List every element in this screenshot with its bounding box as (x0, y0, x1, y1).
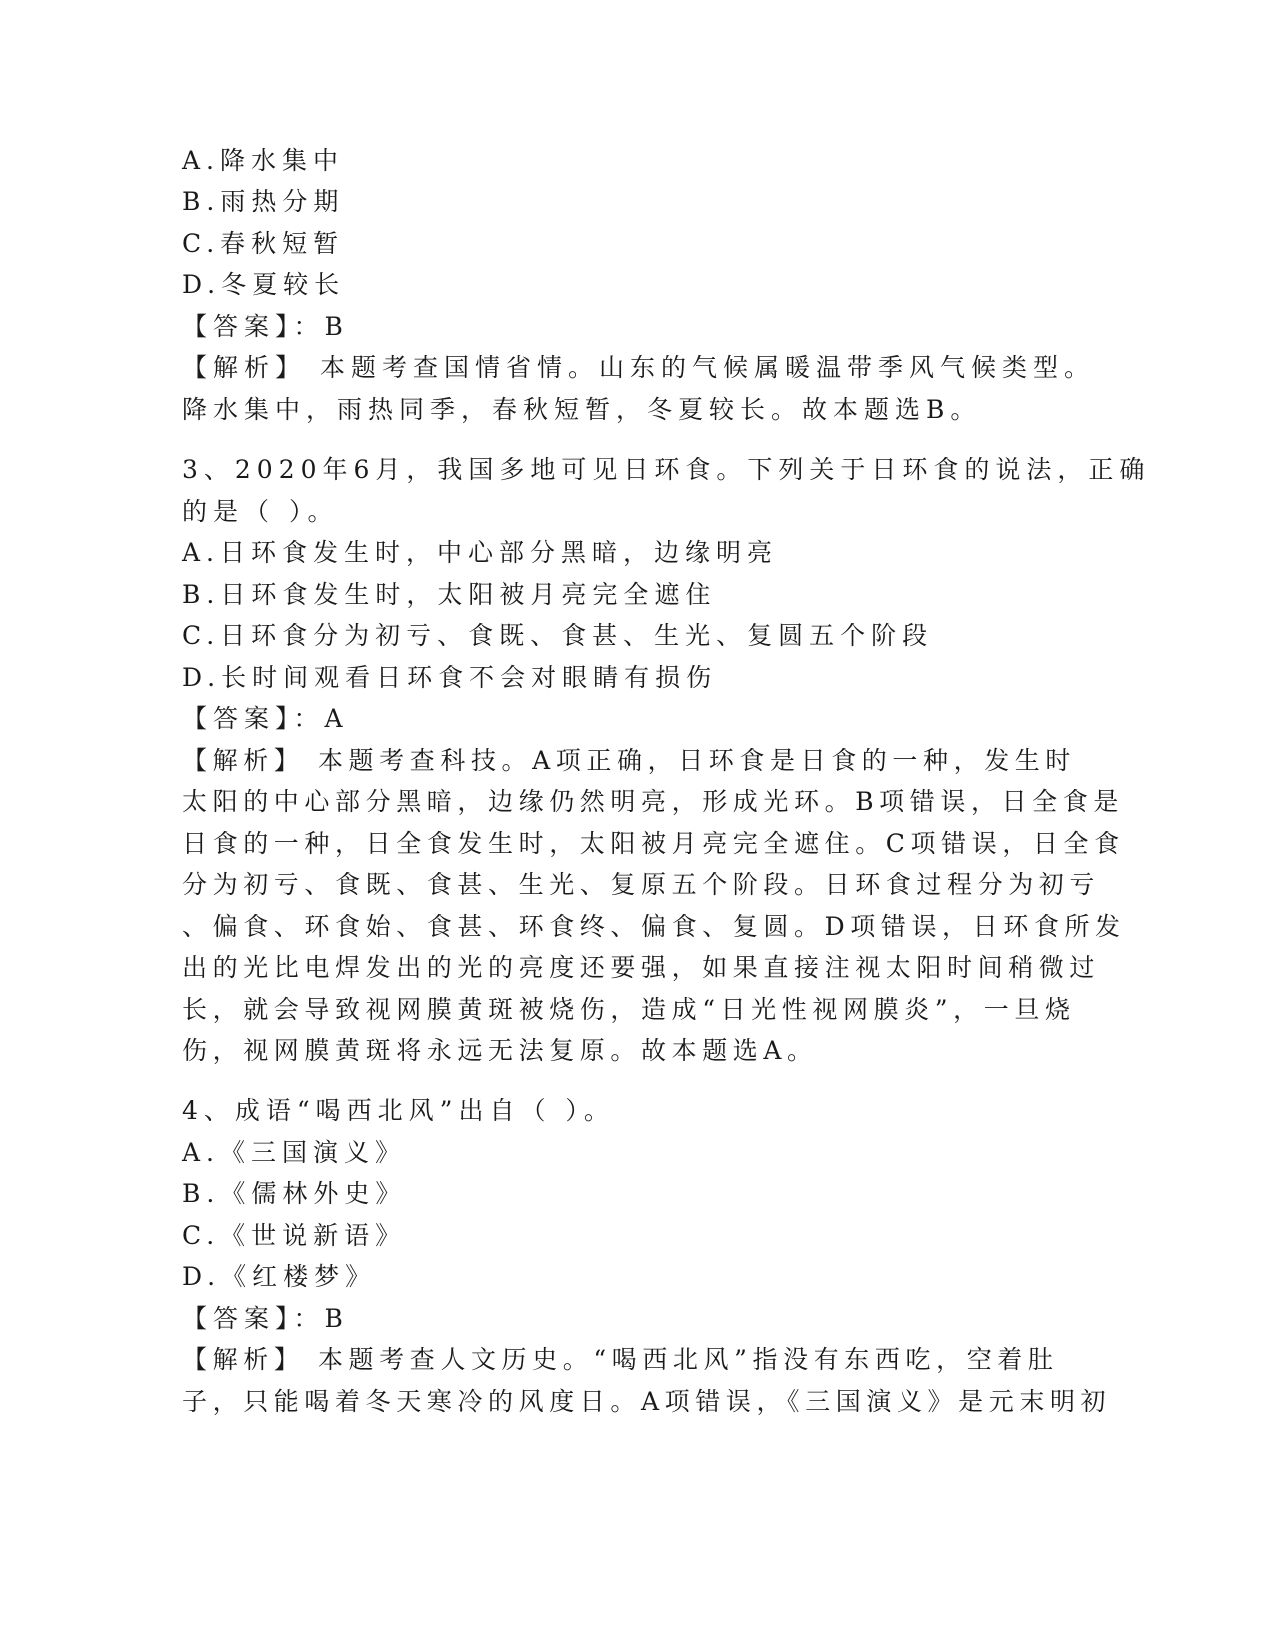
q4-analysis-line-1: 【解析】 本题考查人文历史。“喝西北风”指没有东西吃，空着肚 (182, 1345, 1059, 1374)
q4-option-c: C.《世说新语》 (182, 1221, 407, 1250)
q3-answer: 【答案】：A (182, 704, 349, 733)
q3-analysis-line-8: 伤，视网膜黄斑将永远无法复原。故本题选A。 (182, 1036, 818, 1065)
q3-option-c: C.日环食分为初亏、食既、食甚、生光、复圆五个阶段 (182, 621, 934, 650)
q3-analysis-line-1: 【解析】 本题考查科技。A项正确，日环食是日食的一种，发生时 (182, 746, 1077, 775)
q4-option-d: D.《红楼梦》 (182, 1262, 377, 1291)
q3-analysis-line-4: 分为初亏、食既、食甚、生光、复原五个阶段。日环食过程分为初亏 (182, 870, 1101, 899)
q4-answer: 【答案】：B (182, 1304, 349, 1333)
q2-answer: 【答案】：B (182, 312, 349, 341)
q4-option-a: A.《三国演义》 (182, 1138, 407, 1167)
q3-option-a: A.日环食发生时，中心部分黑暗，边缘明亮 (182, 538, 779, 567)
q4-option-b: B.《儒林外史》 (182, 1179, 407, 1208)
q3-analysis-line-7: 长，就会导致视网膜黄斑被烧伤，造成“日光性视网膜炎”，一旦烧 (182, 995, 1076, 1024)
q2-option-d: D.冬夏较长 (182, 270, 346, 299)
q3-option-b: B.日环食发生时，太阳被月亮完全遮住 (182, 580, 717, 609)
q2-analysis-line-1: 【解析】 本题考查国情省情。山东的气候属暖温带季风气候类型。 (182, 353, 1095, 382)
q2-option-b: B.雨热分期 (182, 187, 345, 216)
q2-option-a: A.降水集中 (182, 146, 345, 175)
q2-option-c: C.春秋短暂 (182, 229, 345, 258)
q3-analysis-line-6: 出的光比电焊发出的光的亮度还要强，如果直接注视太阳时间稍微过 (182, 953, 1101, 982)
q4-stem: 4、成语“喝西北风”出自（ ）。 (182, 1096, 615, 1125)
q3-option-d: D.长时间观看日环食不会对眼睛有损伤 (182, 663, 718, 692)
q3-analysis-line-2: 太阳的中心部分黑暗，边缘仍然明亮，形成光环。B项错误，日全食是 (182, 787, 1124, 816)
q3-stem-line-2: 的是（ ）。 (182, 497, 339, 526)
q3-stem-line-1: 3、2020年6月，我国多地可见日环食。下列关于日环食的说法，正确 (182, 455, 1151, 484)
q4-analysis-line-2: 子，只能喝着冬天寒冷的风度日。A项错误，《三国演义》是元末明初 (182, 1387, 1112, 1416)
q3-analysis-line-5: 、偏食、环食始、食甚、环食终、偏食、复圆。D项错误，日环食所发 (182, 912, 1126, 941)
q3-analysis-line-3: 日食的一种，日全食发生时，太阳被月亮完全遮住。C项错误，日全食 (182, 829, 1125, 858)
q2-analysis-line-2: 降水集中，雨热同季，春秋短暂，冬夏较长。故本题选B。 (182, 395, 982, 424)
